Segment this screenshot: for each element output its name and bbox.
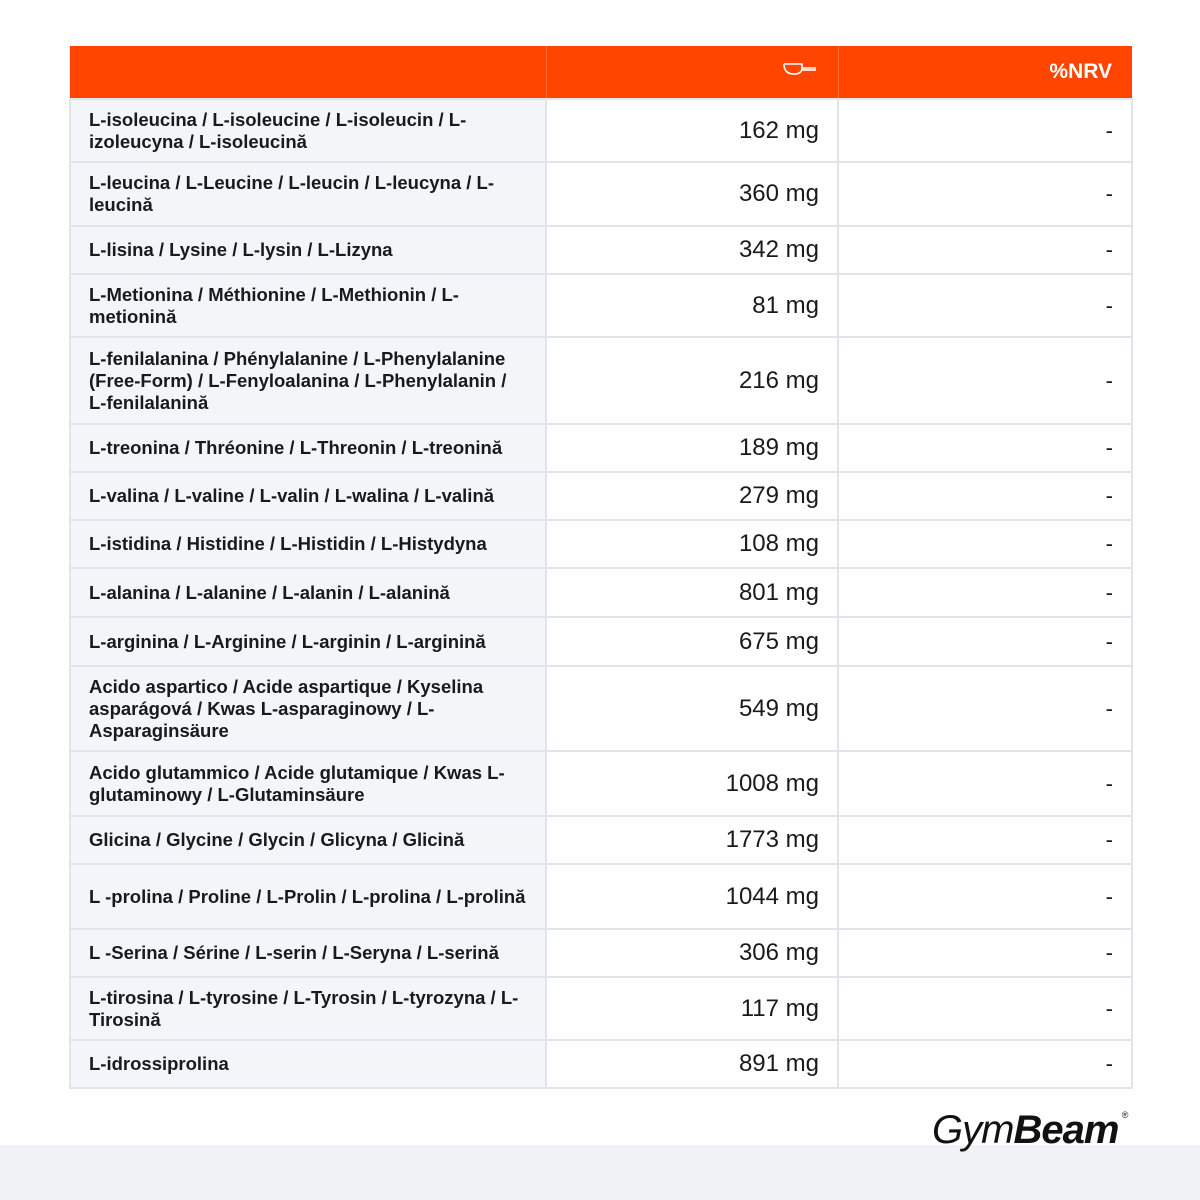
ingredient-name: Acido glutammico / Acide glutamique / Kwas L-glutaminowy / L-Glutaminsäure [70,751,546,816]
ingredient-nrv: - [838,472,1132,520]
table-row [70,226,1132,274]
ingredient-name: L -prolina / Proline / L-Prolin / L-prolina / L-prolină [70,864,546,929]
ingredient-name: Glicina / Glycine / Glycin / Glicyna / Glicină [70,816,546,864]
table-row [70,424,1132,472]
ingredient-nrv: - [838,617,1132,666]
scoop-icon [782,60,818,84]
ingredient-nrv: - [838,337,1132,424]
table-row [70,337,1132,424]
header-per-serving [546,46,838,99]
ingredient-name: L-isoleucina / L-isoleucine / L-isoleucin / L-izoleucyna / L-isoleucină [70,99,546,162]
ingredient-name: L-istidina / Histidine / L-Histidin / L-Histydyna [70,520,546,568]
table-row [70,520,1132,568]
ingredient-amount: 675 mg [546,617,838,666]
ingredient-amount: 162 mg [546,99,838,162]
ingredient-name: L-arginina / L-Arginine / L-arginin / L-arginină [70,617,546,666]
ingredient-nrv: - [838,99,1132,162]
ingredient-amount: 1044 mg [546,864,838,929]
amino-acid-table [69,46,1131,1089]
gymbeam-logo [932,1108,1129,1153]
ingredient-nrv: - [838,424,1132,472]
ingredient-nrv: - [838,666,1132,751]
ingredient-amount: 117 mg [546,977,838,1040]
table-header-row [70,46,1132,99]
logo-text-beam: Beam [1013,1108,1119,1152]
table-row [70,162,1132,226]
table-row [70,666,1132,751]
ingredient-amount: 342 mg [546,226,838,274]
table-row [70,472,1132,520]
ingredient-nrv: - [838,1040,1132,1088]
ingredient-name: L-alanina / L-alanine / L-alanin / L-alanină [70,568,546,617]
ingredient-amount: 801 mg [546,568,838,617]
ingredient-nrv: - [838,929,1132,977]
ingredient-amount: 891 mg [546,1040,838,1088]
ingredient-nrv: - [838,751,1132,816]
ingredient-amount: 1773 mg [546,816,838,864]
ingredient-name: L-lisina / Lysine / L-lysin / L-Lizyna [70,226,546,274]
table-row [70,929,1132,977]
ingredient-name: L-Metionina / Méthionine / L-Methionin / L-metionină [70,274,546,337]
ingredient-amount: 306 mg [546,929,838,977]
table-row [70,274,1132,337]
table-row [70,568,1132,617]
ingredient-nrv: - [838,226,1132,274]
table-row [70,1040,1132,1088]
ingredient-amount: 279 mg [546,472,838,520]
ingredient-name: L-idrossiprolina [70,1040,546,1088]
ingredient-amount: 360 mg [546,162,838,226]
ingredient-name: Acido aspartico / Acide aspartique / Kyselina asparágová / Kwas L-asparaginowy / L-Asparaginsäure [70,666,546,751]
ingredient-nrv: - [838,864,1132,929]
ingredient-amount: 549 mg [546,666,838,751]
ingredient-name: L-tirosina / L-tyrosine / L-Tyrosin / L-tyrozyna / L-Tirosină [70,977,546,1040]
logo-text-gym: Gym [932,1108,1014,1152]
registered-mark: ® [1121,1110,1129,1120]
ingredient-nrv: - [838,274,1132,337]
ingredient-nrv: - [838,520,1132,568]
ingredient-amount: 1008 mg [546,751,838,816]
nutrition-table [69,46,1133,1089]
table-row [70,977,1132,1040]
header-nrv: %NRV [838,46,1132,99]
ingredient-nrv: - [838,816,1132,864]
ingredient-amount: 189 mg [546,424,838,472]
ingredient-name: L-fenilalanina / Phénylalanine / L-Phenylalanine (Free-Form) / L-Fenyloalanina / L-Phenylalanin / L-fenilalanină [70,337,546,424]
ingredient-amount: 81 mg [546,274,838,337]
ingredient-nrv: - [838,162,1132,226]
table-row [70,751,1132,816]
table-row [70,864,1132,929]
ingredient-name: L-leucina / L-Leucine / L-leucin / L-leucyna / L-leucină [70,162,546,226]
ingredient-nrv: - [838,977,1132,1040]
table-body [70,99,1132,1088]
ingredient-nrv: - [838,568,1132,617]
header-ingredient [70,46,546,99]
table-row [70,816,1132,864]
ingredient-amount: 216 mg [546,337,838,424]
table-row [70,617,1132,666]
table-row [70,99,1132,162]
ingredient-name: L-valina / L-valine / L-valin / L-walina / L-valină [70,472,546,520]
footer-band [0,1145,1200,1200]
ingredient-amount: 108 mg [546,520,838,568]
ingredient-name: L-treonina / Thréonine / L-Threonin / L-treonină [70,424,546,472]
ingredient-name: L -Serina / Sérine / L-serin / L-Seryna / L-serină [70,929,546,977]
